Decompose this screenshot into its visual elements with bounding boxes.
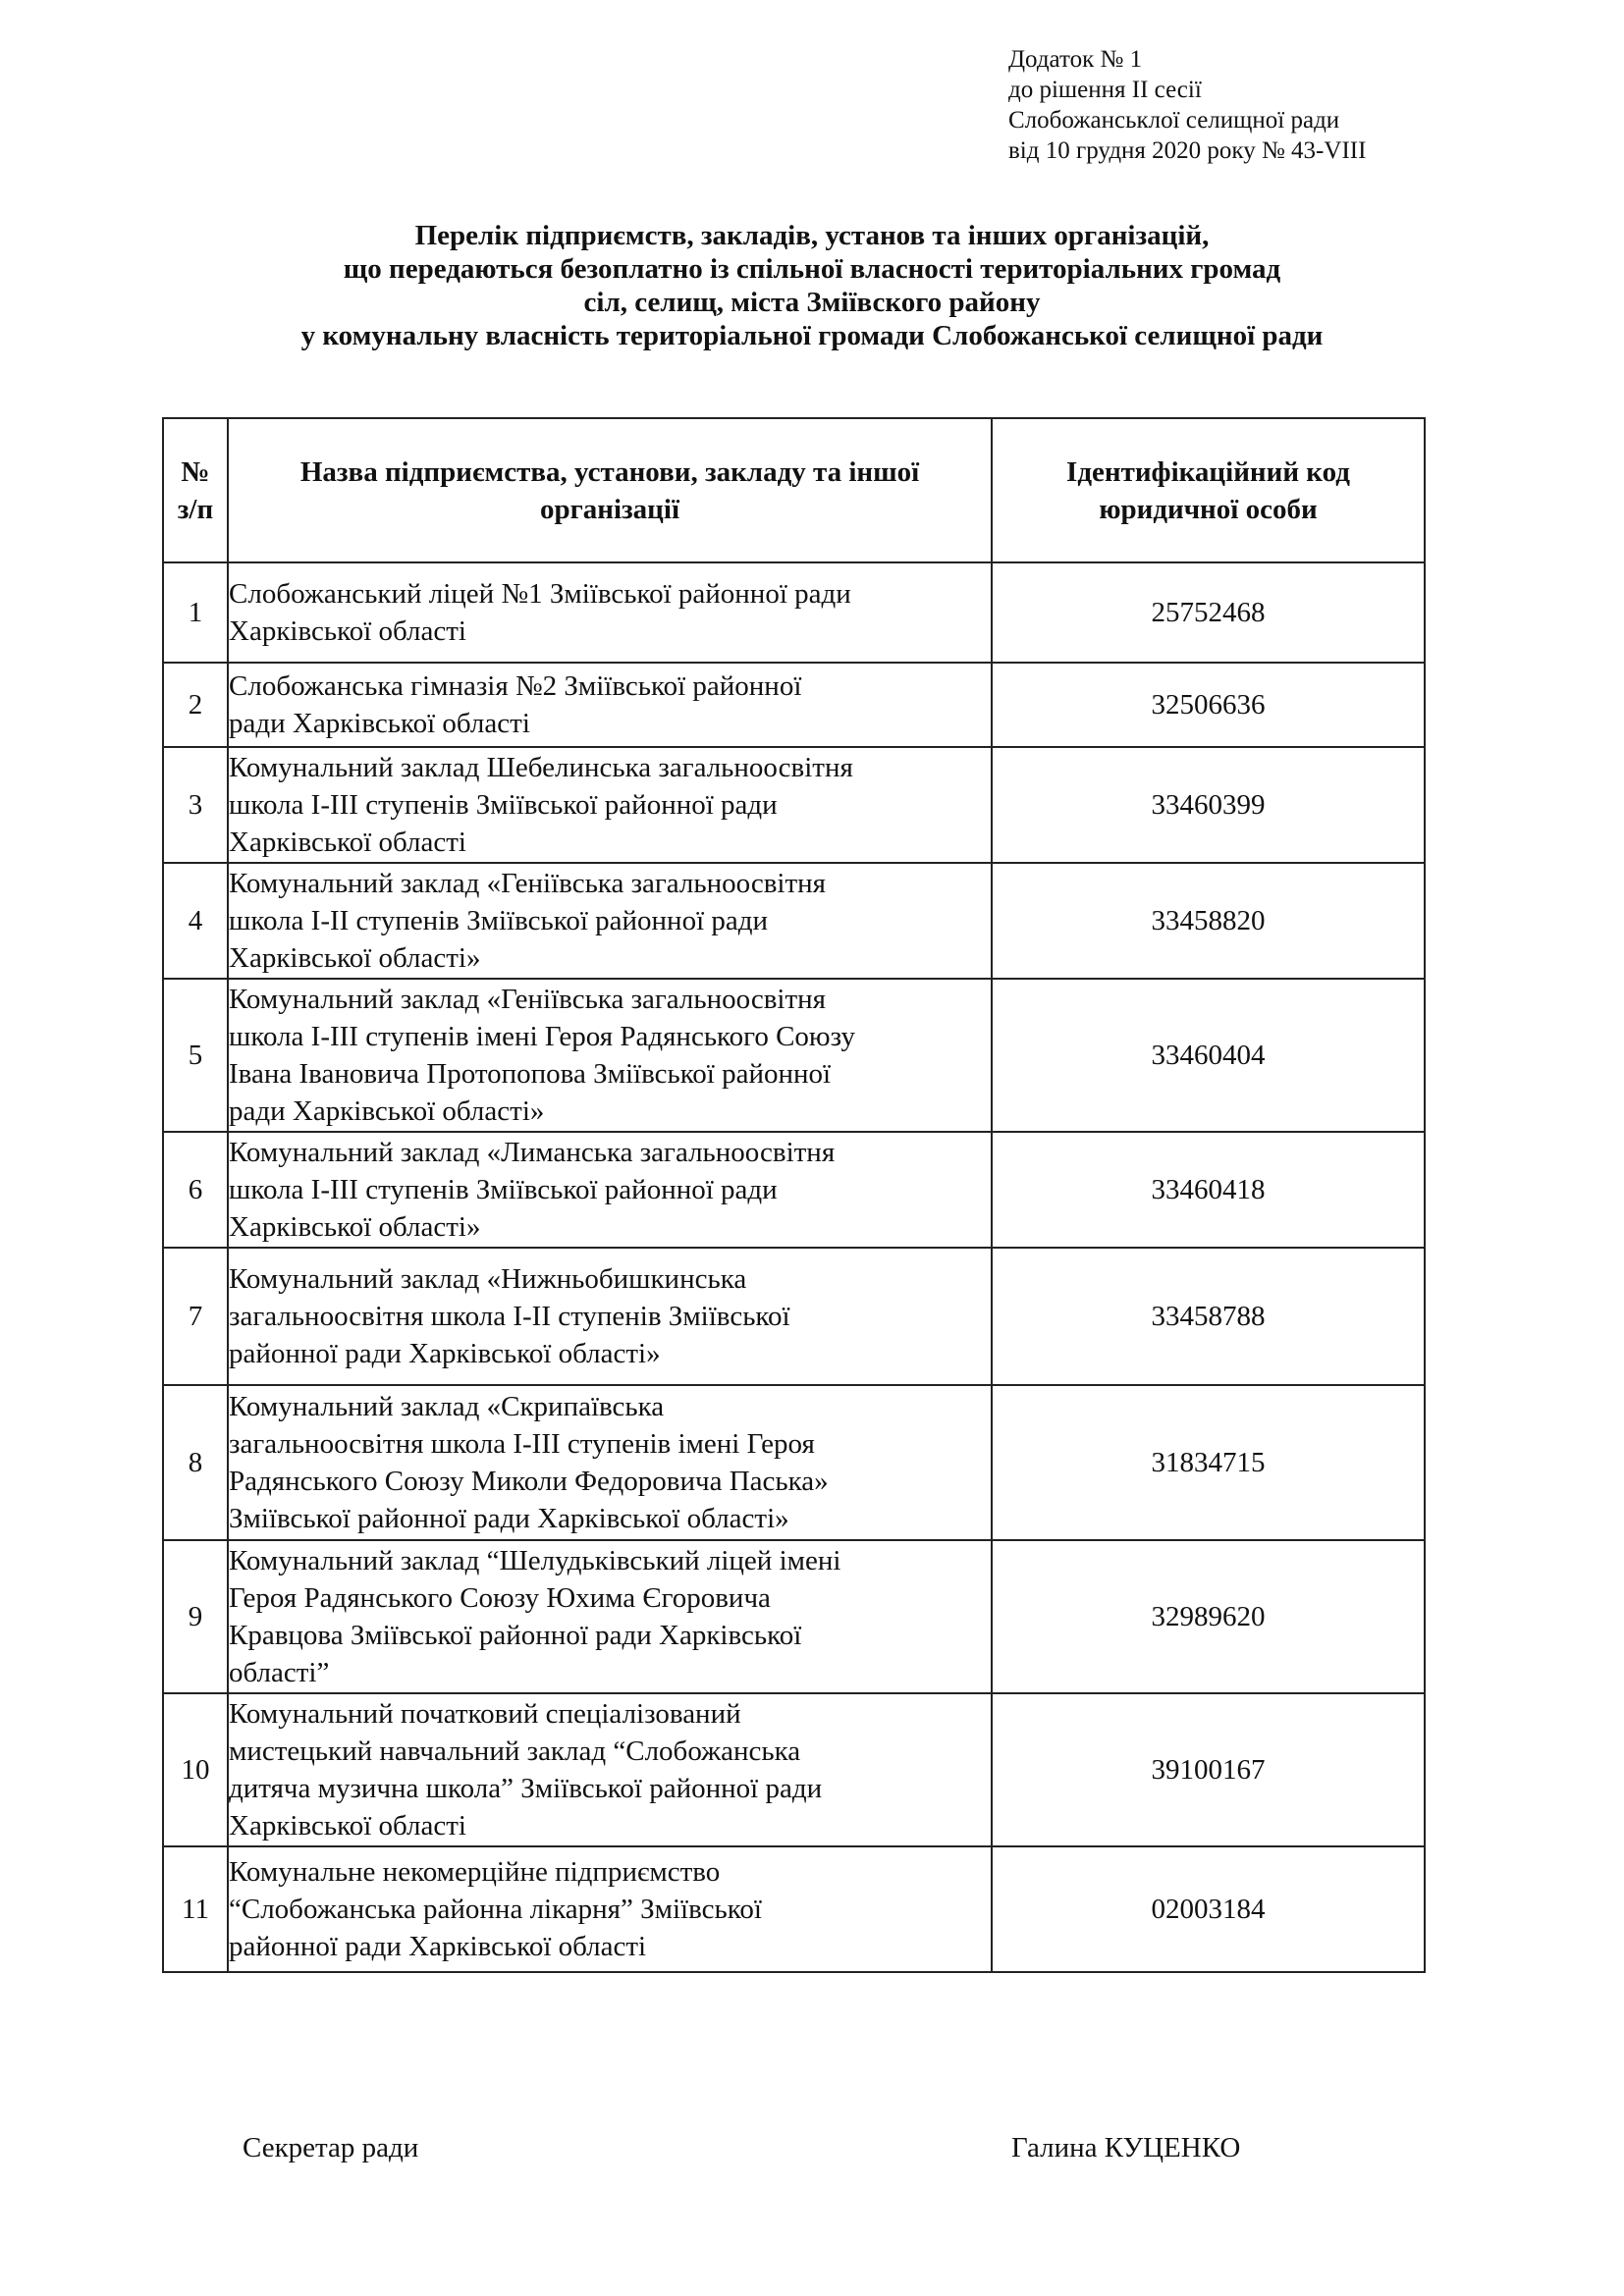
name-line: ради Харківської області: [229, 708, 530, 739]
name-line: Комунальний початковий спеціалізований: [229, 1698, 741, 1730]
row-code: 32989620: [992, 1540, 1425, 1693]
table-header-row: [163, 418, 1425, 562]
name-line: Комунальний заклад «Скрипаївська: [229, 1391, 665, 1422]
header-name: [228, 418, 992, 562]
row-name: [228, 562, 992, 663]
signature-name: Галина КУЦЕНКО: [1011, 2132, 1241, 2163]
row-name: [228, 747, 992, 863]
name-line: Комунальний заклад “Шелудьківський ліцей імені: [229, 1545, 841, 1576]
name-line: школа I-III ступенів Зміївської районної ради: [229, 789, 778, 821]
header-number: [163, 418, 228, 562]
row-code: 33458820: [992, 863, 1425, 979]
name-line: районної ради Харківської області»: [229, 1338, 661, 1369]
row-name: [228, 1693, 992, 1846]
annex-line: до рішення II сесії: [1008, 77, 1202, 103]
name-line: Комунальний заклад «Лиманська загальноосвітня: [229, 1137, 836, 1168]
row-code: 25752468: [992, 562, 1425, 663]
header-code-line: юридичної особи: [1099, 493, 1318, 525]
signature-position: Секретар ради: [243, 2132, 419, 2163]
row-code: 33458788: [992, 1248, 1425, 1385]
annex-note: [1008, 44, 1366, 166]
row-name: [228, 1846, 992, 1972]
name-line: Радянського Союзу Миколи Федоровича Паська»: [229, 1466, 829, 1497]
row-number: 2: [163, 663, 228, 747]
name-line: Слобожанський ліцей №1 Зміївської районної ради: [229, 578, 851, 610]
name-line: загальноосвітня школа I-II ступенів Зміївської: [229, 1301, 790, 1332]
table-row: [163, 863, 1425, 979]
name-line: Харківської області: [229, 1810, 466, 1842]
row-code: 33460399: [992, 747, 1425, 863]
annex-line: від 10 грудня 2020 року № 43-VIII: [1008, 137, 1367, 164]
row-name: [228, 1132, 992, 1248]
name-line: Кравцова Зміївської районної ради Харківської: [229, 1620, 802, 1651]
name-line: школа I-III ступенів імені Героя Радянського Союзу: [229, 1021, 855, 1052]
row-number: 3: [163, 747, 228, 863]
name-line: Харківської області: [229, 615, 466, 647]
row-number: 4: [163, 863, 228, 979]
annex-line: Додаток № 1: [1008, 46, 1143, 73]
row-number: 8: [163, 1385, 228, 1540]
name-line: Героя Радянського Союзу Юхима Єгоровича: [229, 1582, 771, 1614]
row-name: [228, 1248, 992, 1385]
table-row: [163, 747, 1425, 863]
name-line: дитяча музична школа” Зміївської районної ради: [229, 1773, 823, 1804]
row-code: 02003184: [992, 1846, 1425, 1972]
row-code: 33460418: [992, 1132, 1425, 1248]
row-code: 39100167: [992, 1693, 1425, 1846]
name-line: Зміївської районної ради Харківської області»: [229, 1503, 789, 1534]
name-line: Харківської області»: [229, 942, 481, 974]
header-number-line: з/п: [177, 493, 214, 525]
row-number: 11: [163, 1846, 228, 1972]
table-row: [163, 1846, 1425, 1972]
title-line: у комунальну власність територіальної громади Слобожанської селищної ради: [300, 320, 1324, 351]
document-title: [118, 219, 1506, 352]
name-line: Івана Івановича Протопопова Зміївської районної: [229, 1058, 832, 1090]
row-number: 5: [163, 979, 228, 1132]
row-name: [228, 663, 992, 747]
row-code: 32506636: [992, 663, 1425, 747]
name-line: Комунальний заклад «Геніївська загальноосвітня: [229, 868, 827, 899]
name-line: Комунальний заклад «Нижньобишкинська: [229, 1263, 747, 1295]
table-row: [163, 1693, 1425, 1846]
table-row: [163, 1385, 1425, 1540]
row-name: [228, 1385, 992, 1540]
table-row: [163, 1540, 1425, 1693]
name-line: районної ради Харківської області: [229, 1931, 647, 1962]
header-number-line: №: [181, 455, 210, 488]
row-name: [228, 1540, 992, 1693]
name-line: школа I-II ступенів Зміївської районної ради: [229, 905, 769, 936]
title-line: Перелік підприємств, закладів, установ та інших організацій,: [414, 220, 1210, 251]
name-line: Комунальний заклад «Геніївська загальноосвітня: [229, 984, 827, 1015]
table-row: [163, 1132, 1425, 1248]
name-line: Слобожанська гімназія №2 Зміївської районної: [229, 670, 802, 702]
title-line: сіл, селищ, міста Зміївского району: [583, 287, 1041, 318]
name-line: школа I-III ступенів Зміївської районної ради: [229, 1174, 778, 1205]
organizations-table: [162, 417, 1426, 1973]
name-line: загальноосвітня школа I-III ступенів імені Героя: [229, 1428, 815, 1460]
header-name-line: організації: [539, 493, 680, 525]
row-code: 33460404: [992, 979, 1425, 1132]
name-line: мистецький навчальний заклад “Слобожанська: [229, 1735, 801, 1767]
table-row: [163, 1248, 1425, 1385]
row-number: 7: [163, 1248, 228, 1385]
table-row: [163, 663, 1425, 747]
annex-line: Слобожанськлої селищної ради: [1008, 107, 1340, 133]
name-line: ради Харківської області»: [229, 1095, 545, 1127]
row-number: 6: [163, 1132, 228, 1248]
name-line: Комунальний заклад Шебелинська загальноосвітня: [229, 752, 853, 783]
name-line: “Слобожанська районна лікарня” Зміївської: [229, 1894, 762, 1925]
row-number: 1: [163, 562, 228, 663]
title-line: що передаються безоплатно із спільної власності територіальних громад: [343, 253, 1281, 285]
row-name: [228, 863, 992, 979]
header-name-line: Назва підприємства, установи, закладу та іншої: [299, 455, 920, 488]
name-line: Харківської області: [229, 827, 466, 858]
header-code: [992, 418, 1425, 562]
name-line: області”: [229, 1657, 330, 1688]
row-name: [228, 979, 992, 1132]
row-number: 10: [163, 1693, 228, 1846]
name-line: Харківської області»: [229, 1211, 481, 1243]
table-row: [163, 562, 1425, 663]
table-row: [163, 979, 1425, 1132]
name-line: Комунальне некомерційне підприємство: [229, 1856, 721, 1888]
row-code: 31834715: [992, 1385, 1425, 1540]
row-number: 9: [163, 1540, 228, 1693]
header-code-line: Ідентифікаційний код: [1066, 455, 1350, 488]
